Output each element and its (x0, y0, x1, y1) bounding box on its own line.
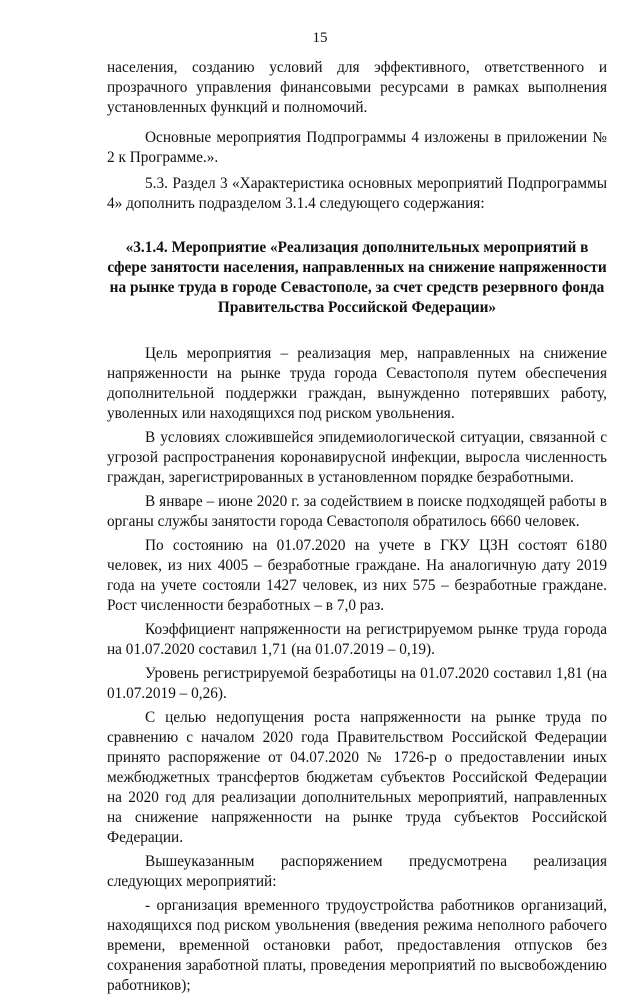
paragraph: Основные мероприятия Подпрограммы 4 изложены в приложении № 2 к Программе.». (107, 129, 607, 166)
paragraph: Уровень регистрируемой безработицы на 01.07.2020 составил 1,81 (на 01.07.2019 – 0,26). (107, 665, 607, 702)
paragraph: Цель мероприятия – реализация мер, направленных на снижение напряженности на рынке труда города Севастополя путем обеспечения дополнительной поддержки граждан, вынужденно потерявших работу, уволенных или находящихся под риском увольнения. (107, 345, 607, 422)
paragraph: В условиях сложившейся эпидемиологической ситуации, связанной с угрозой распространения коронавирусной инфекции, выросла численность граждан, зарегистрированных в установленном порядке безработными. (107, 429, 607, 486)
section-heading: «3.1.4. Мероприятие «Реализация дополнительных мероприятий в сфере занятости населения, направленных на снижение напряженности на рынке труда в городе Севастополе, за счет средств резервного фонда Правительства Российской Федерации» (107, 239, 607, 316)
paragraph: населения, созданию условий для эффективного, ответственного и прозрачного управления финансовыми ресурсами в рамках выполнения установленных функций и полномочий. (107, 59, 607, 116)
document-body (107, 58, 607, 996)
paragraph: По состоянию на 01.07.2020 на учете в ГКУ ЦЗН состоят 6180 человек, из них 4005 – безработные граждане. На аналогичную дату 2019 года на учете состояли 1427 человек, из них 575 – безработные граждане. Рост численности безработных – в 7,0 раз. (107, 537, 607, 614)
paragraph: Вышеуказанным распоряжением предусмотрена реализация следующих мероприятий: (107, 853, 607, 890)
list-item: - организация временного трудоустройства работников организаций, находящихся под риском увольнения (введения режима неполного рабочего времени, временной остановки работ, предоставления отпусков без сохранения заработной платы, проведения мероприятий по высвобождению работников); (107, 897, 607, 994)
paragraph: Коэффициент напряженности на регистрируемом рынке труда города на 01.07.2020 составил 1,71 (на 01.07.2019 – 0,19). (107, 621, 607, 658)
paragraph: 5.3. Раздел 3 «Характеристика основных мероприятий Подпрограммы 4» дополнить подразделом 3.1.4 следующего содержания: (107, 175, 607, 212)
paragraph: В январе – июне 2020 г. за содействием в поиске подходящей работы в органы службы занятости города Севастополя обратилось 6660 человек. (107, 493, 607, 530)
page-number: 15 (312, 30, 328, 46)
paragraph: С целью недопущения роста напряженности на рынке труда по сравнению с началом 2020 года Правительством Российской Федерации принято распоряжение от 04.07.2020 № 1726-р о предоставлении иных межбюджетных трансфертов бюджетам субъектов Российской Федерации на 2020 год для реализации дополнительных мероприятий, направленных на снижение напряженности на рынке труда субъектов Российской Федерации. (107, 709, 607, 846)
